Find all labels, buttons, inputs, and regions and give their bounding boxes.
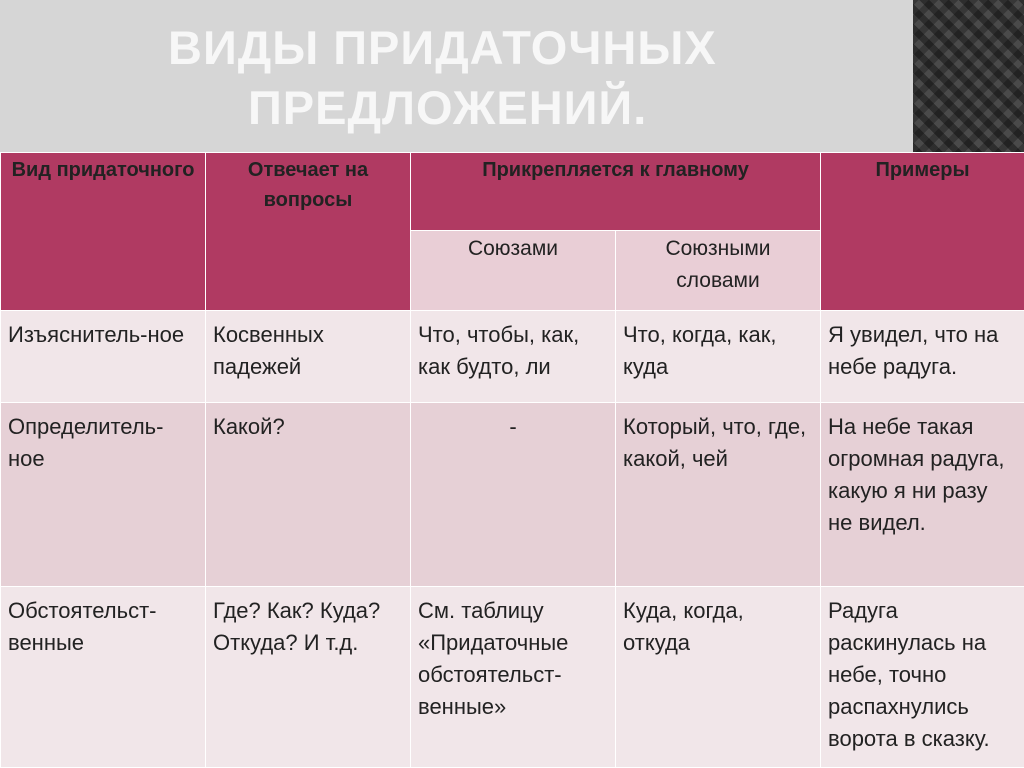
clauses-table	[0, 152, 1024, 768]
decorative-pattern	[913, 0, 1024, 152]
header-examples: Примеры	[821, 153, 1024, 311]
cell-questions: Косвенных падежей	[206, 311, 411, 403]
cell-conj-words: Куда, когда, откуда	[616, 587, 821, 768]
cell-type: Определитель-ное	[1, 403, 206, 587]
header-conj-words: Союзными словами	[616, 231, 821, 311]
cell-conj-words: Что, когда, как, куда	[616, 311, 821, 403]
cell-example: Я увидел, что на небе радуга.	[821, 311, 1024, 403]
cell-example: Радуга раскинулась на небе, точно распахнулись ворота в сказку.	[821, 587, 1024, 768]
cell-conj-words: Который, что, где, какой, чей	[616, 403, 821, 587]
cell-example: На небе такая огромная радуга, какую я ни разу не видел.	[821, 403, 1024, 587]
table-row	[1, 403, 1024, 587]
cell-questions: Какой?	[206, 403, 411, 587]
title-line-2: ПРЕДЛОЖЕНИЙ.	[248, 81, 648, 134]
slide-title	[168, 18, 898, 138]
table-row	[1, 587, 1024, 768]
cell-type: Изъяснитель-ное	[1, 311, 206, 403]
cell-conjunctions: См. таблицу «Придаточные обстоятельст-венные»	[411, 587, 616, 768]
cell-questions: Где? Как? Куда? Откуда? И т.д.	[206, 587, 411, 768]
header-questions: Отвечает на вопросы	[206, 153, 411, 311]
table-row	[1, 311, 1024, 403]
cell-type: Обстоятельст-венные	[1, 587, 206, 768]
header-conjunctions: Союзами	[411, 231, 616, 311]
cell-conjunctions: -	[411, 403, 616, 587]
header-attach: Прикрепляется к главному	[411, 153, 821, 231]
header-type: Вид придаточного	[1, 153, 206, 311]
cell-conjunctions: Что, чтобы, как, как будто, ли	[411, 311, 616, 403]
title-line-1: ВИДЫ ПРИДАТОЧНЫХ	[168, 21, 717, 74]
